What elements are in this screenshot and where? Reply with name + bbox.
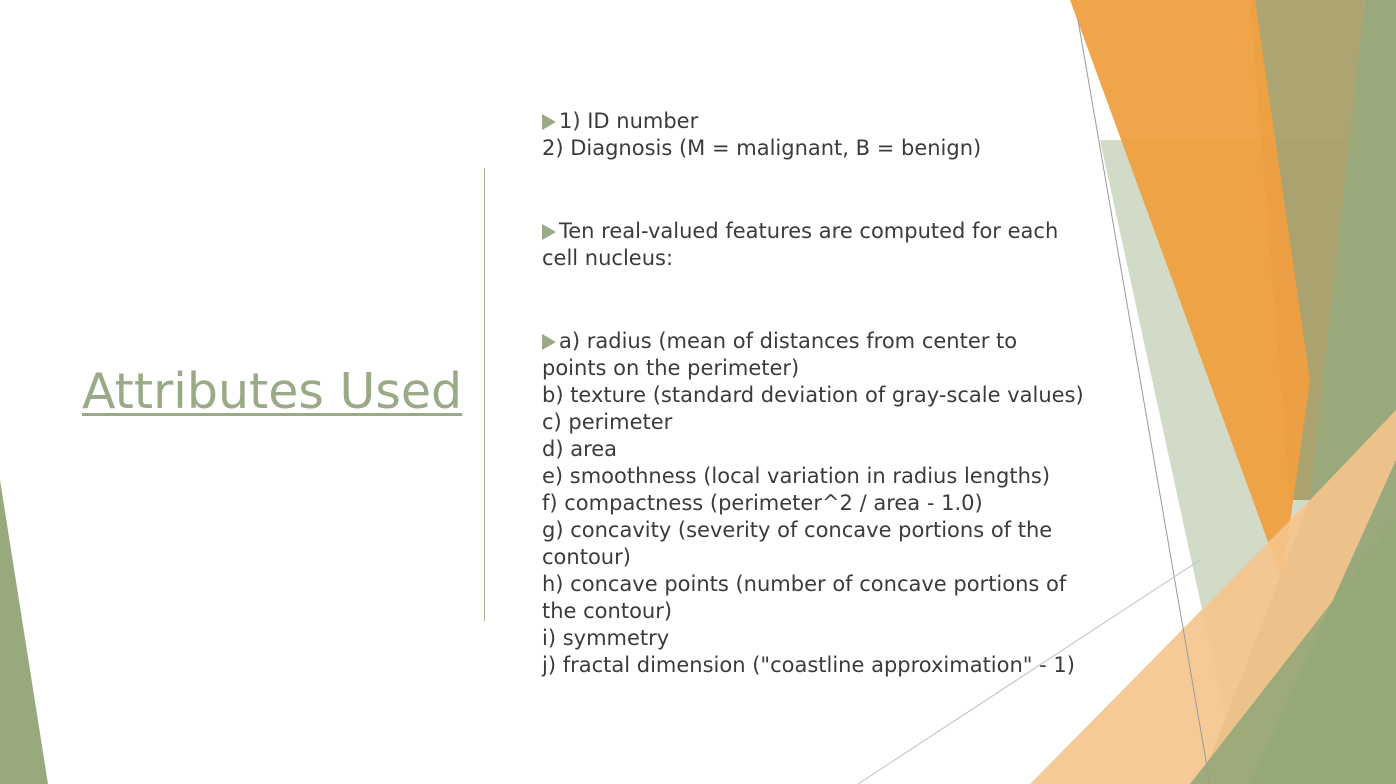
list-item: j) fractal dimension ("coastline approximation" - 1) xyxy=(542,653,1075,677)
bullet-triangle-icon xyxy=(542,224,556,240)
paragraph-feature-list xyxy=(542,328,1132,679)
bullet-triangle-icon xyxy=(542,334,556,350)
left-green-shape xyxy=(0,480,48,784)
list-item: g) concavity (severity of concave portions of the xyxy=(542,518,1053,542)
paragraph-features-intro xyxy=(542,218,1132,272)
bullet-triangle-icon xyxy=(542,114,556,130)
list-item: cell nucleus: xyxy=(542,246,674,270)
list-item: e) smoothness (local variation in radius lengths) xyxy=(542,464,1051,488)
list-item: c) perimeter xyxy=(542,410,673,434)
list-item: 2) Diagnosis (M = malignant, B = benign) xyxy=(542,136,982,160)
content-body xyxy=(542,108,1132,679)
list-item: 1) ID number xyxy=(542,108,1132,135)
list-item: f) compactness (perimeter^2 / area - 1.0) xyxy=(542,491,983,515)
list-item: points on the perimeter) xyxy=(542,356,800,380)
paragraph-id-diagnosis xyxy=(542,108,1132,162)
list-item: h) concave points (number of concave portions of xyxy=(542,572,1067,596)
slide-title: Attributes Used xyxy=(82,363,463,420)
list-item: a) radius (mean of distances from center to xyxy=(542,328,1132,355)
list-item: b) texture (standard deviation of gray-scale values) xyxy=(542,383,1084,407)
list-item: i) symmetry xyxy=(542,626,670,650)
list-item: d) area xyxy=(542,437,618,461)
list-item: contour) xyxy=(542,545,631,569)
list-item: Ten real-valued features are computed for each xyxy=(542,218,1132,245)
vertical-divider xyxy=(484,168,485,621)
list-item: the contour) xyxy=(542,599,673,623)
